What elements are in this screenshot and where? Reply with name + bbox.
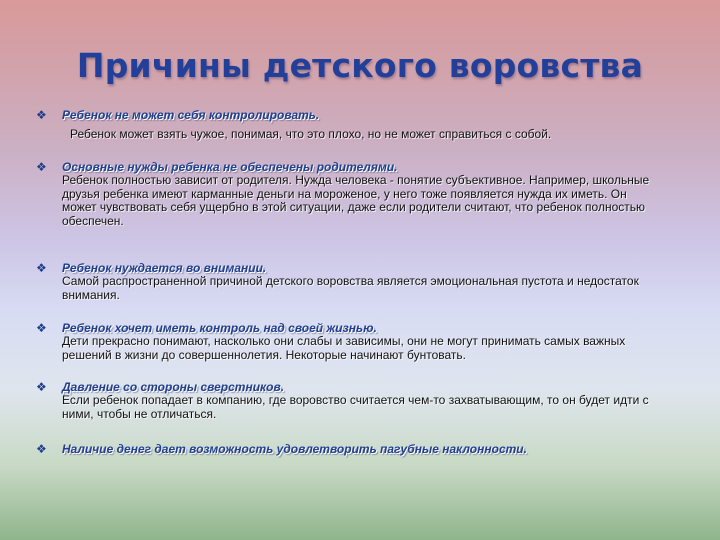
diamond-bullet-icon: ❖ bbox=[36, 160, 47, 174]
item-text: Ребенок полностью зависит от родителя. Нужда человека - понятие субъективное. Например, школьные друзья ребенка имеют карманные деньги на мороженое, у него тоже появляется нужда их иметь. Он может чувствовать себя ущербно в этой ситуации, даже если родители считают, что ребенок полностью обеспечен. bbox=[62, 173, 650, 228]
diamond-bullet-icon: ❖ bbox=[36, 380, 47, 394]
list-item bbox=[36, 161, 702, 228]
item-heading: Основные нужды ребенка не обеспечены родителями. bbox=[62, 160, 398, 174]
list-item bbox=[36, 109, 702, 142]
list-item bbox=[36, 262, 702, 302]
item-heading: Ребенок хочет иметь контроль над своей жизнью. bbox=[62, 321, 377, 335]
item-text: Если ребенок попадает в компанию, где воровство считается чем-то захватывающим, то он будет идти с ними, чтобы не отличаться. bbox=[62, 393, 649, 421]
diamond-bullet-icon: ❖ bbox=[36, 442, 47, 456]
diamond-bullet-icon: ❖ bbox=[36, 261, 47, 275]
item-heading: Ребенок не может себя контролировать. bbox=[62, 108, 320, 122]
slide-title: Причины детского воровства bbox=[76, 46, 644, 85]
diamond-bullet-icon: ❖ bbox=[36, 108, 47, 122]
item-heading: Давление со стороны сверстников. bbox=[62, 380, 285, 394]
list-item bbox=[36, 443, 702, 456]
item-heading: Ребенок нуждается во внимании. bbox=[62, 261, 267, 275]
item-heading: Наличие денег дает возможность удовлетворить пагубные наклонности. bbox=[62, 442, 527, 456]
diamond-bullet-icon: ❖ bbox=[36, 321, 47, 335]
item-text: Ребенок может взять чужое, понимая, что это плохо, но не может справиться с собой. bbox=[70, 127, 552, 141]
item-text: Дети прекрасно понимают, насколько они слабы и зависимы, они не могут принимать самых важных решений в жизни до совершеннолетия. Некоторые начинают бунтовать. bbox=[62, 334, 626, 362]
list-item bbox=[36, 381, 702, 421]
item-text: Самой распространенной причиной детского воровства является эмоциональная пустота и недостаток внимания. bbox=[62, 274, 639, 302]
list-item bbox=[36, 322, 702, 362]
